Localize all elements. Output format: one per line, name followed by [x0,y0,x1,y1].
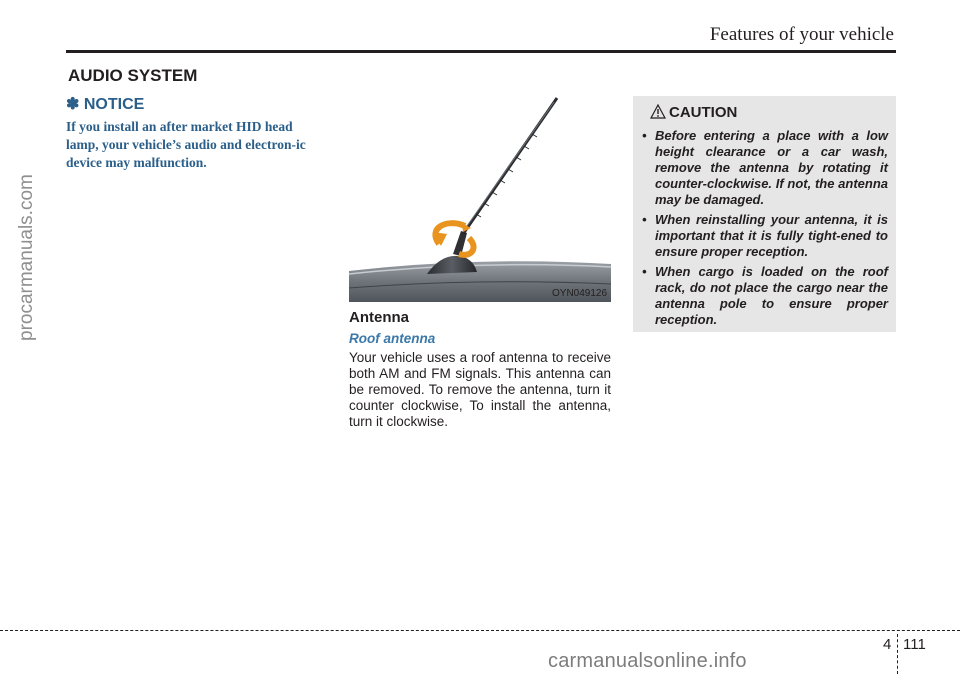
roof-antenna-subheading: Roof antenna [349,331,436,346]
section-title: AUDIO SYSTEM [68,66,198,85]
page-number: 111 [903,636,926,653]
footer-watermark: carmanualsonline.info [548,650,747,672]
roof-antenna-illustration [349,96,611,302]
caution-item: • Before entering a place with a low height clearance or a car wash, remove the antenna by rotating it counter-clockwise. If not, the antenna may be damaged. [640,128,888,208]
caution-item: • When reinstalling your antenna, it is important that it is fully tight-ened to ensure proper reception. [640,212,888,260]
footer-rule [0,630,960,631]
page-number-separator [897,634,898,674]
caution-item: • When cargo is loaded on the roof rack, do not place the cargo near the antenna pole to ensure proper reception. [640,264,888,328]
warning-triangle-icon [650,104,666,119]
caution-title-row [650,104,737,121]
notice-text: If you install an after market HID head lamp, your vehicle’s audio and electron-ic device may malfunction. [66,119,306,170]
side-watermark: procarmanuals.com [16,174,37,341]
header-rule [66,50,896,53]
notice-title: ✽ NOTICE [66,96,145,113]
antenna-heading: Antenna [349,309,409,326]
caution-list [640,128,888,332]
antenna-body-text: Your vehicle uses a roof antenna to receive both AM and FM signals. This antenna can be removed. To remove the antenna, turn it counter clockwise, To install the antenna, turn it clockwise. [349,350,611,429]
caution-title: CAUTION [669,104,738,121]
chapter-number: 4 [883,636,892,653]
figure-code: OYN049126 [552,288,608,299]
header-section-name: Features of your vehicle [709,24,894,45]
